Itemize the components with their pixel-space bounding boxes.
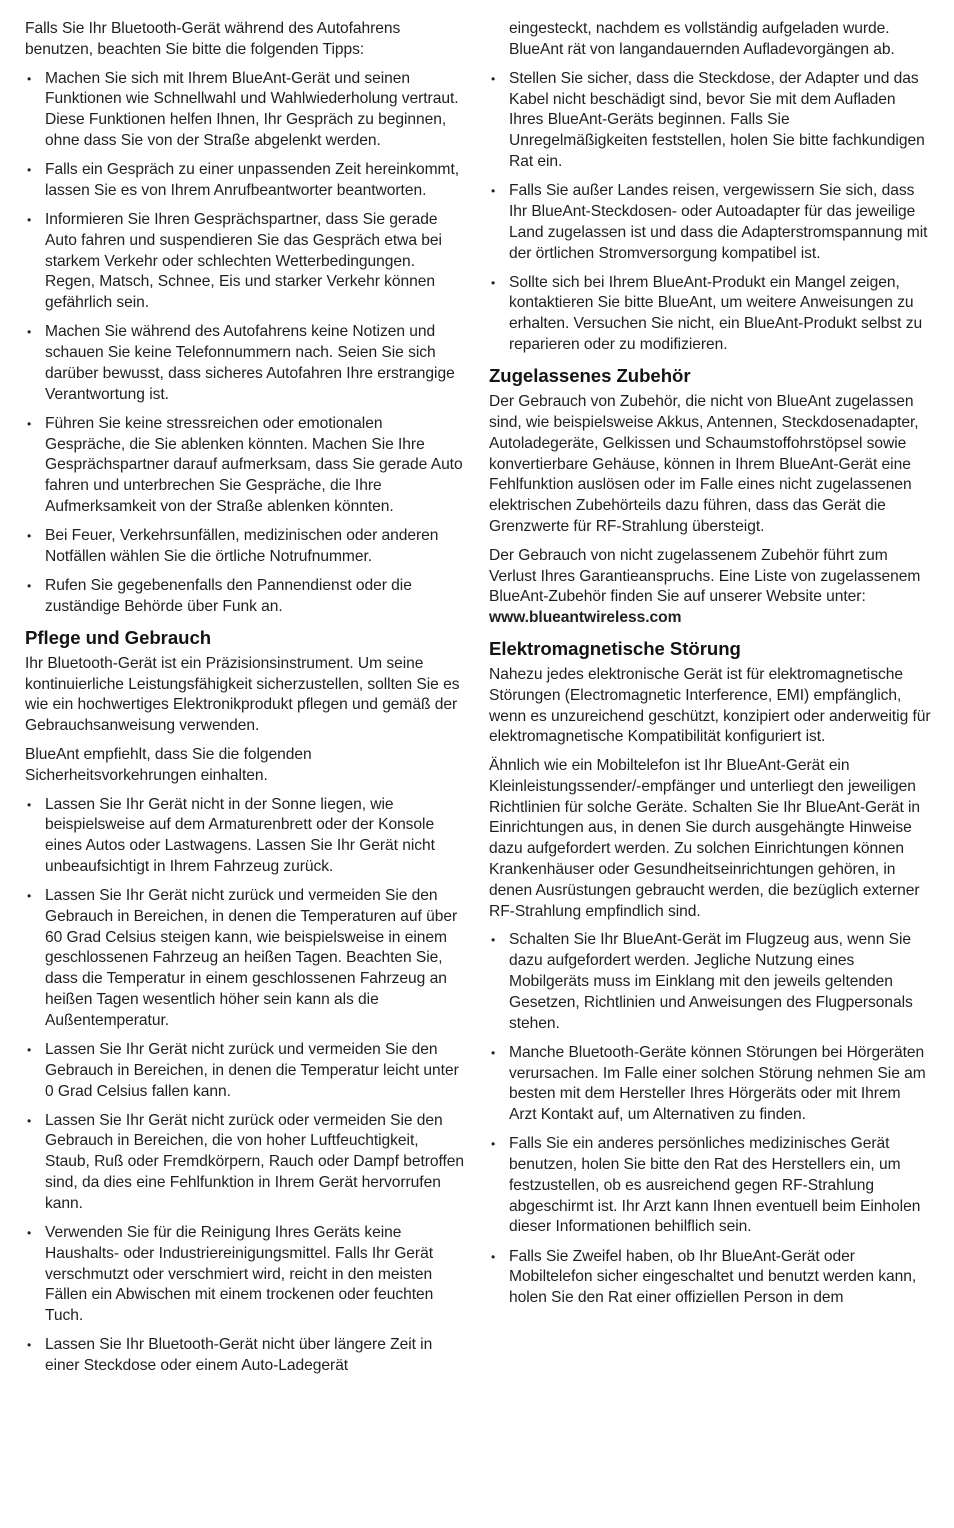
list-item: • Machen Sie während des Autofahrens keine Notizen und schauen Sie keine Telefonnummern nach. Seien Sie sich darüber bewusst, dass sicheres Autofahren Ihre erstrangige Verantwortung ist. xyxy=(25,322,465,405)
emi-paragraph-1: Nahezu jedes elektronische Gerät ist für elektromagnetische Störungen (Electromagnetic Interference, EMI) empfänglich, wenn es unzureichend geschützt, konzipiert oder anderweitig für elektromagnetische Kompatibilität konfiguriert ist. xyxy=(489,665,931,746)
list-item: • Schalten Sie Ihr BlueAnt-Gerät im Flugzeug aus, wenn Sie dazu aufgefordert werden. Jegliche Nutzung eines Mobilgeräts muss im Einklang mit den jeweils geltenden Gesetzen, Richtlinien und Anweisungen des Flugpersonals stehen. xyxy=(489,930,931,1034)
accessories-paragraph-2 xyxy=(489,546,931,629)
emi-paragraph-2: Ähnlich wie ein Mobiltelefon ist Ihr BlueAnt-Gerät ein Kleinleistungssender/-empfänger und unterliegt den jeweiligen Richtlinien für solche Geräte. Schalten Sie Ihr BlueAnt-Gerät in Einrichtungen aus, in denen Sie durch ausgehängte Hinweise dazu aufgefordert werden. Zu solchen Einrichtungen können Krankenhäuser oder Gesundheitseinrichtungen gehören, in denen Ausrüstungen gebraucht werden, die bezüglich externer RF-Strahlung empfindlich sind. xyxy=(489,757,921,920)
care-paragraph-1: Ihr Bluetooth-Gerät ist ein Präzisionsinstrument. Um seine kontinuierliche Leistungsfähigkeit sicherzustellen, sollten Sie es wie ein hochwertiges Elektronikprodukt pflegen und gemäß der Gebrauchsanweisung verwenden. xyxy=(25,654,460,735)
care-heading: Pflege und Gebrauch xyxy=(25,626,212,648)
list-item: • Falls Sie außer Landes reisen, vergewissern Sie sich, dass Ihr BlueAnt-Steckdosen- oder Autoadapter für das jeweilige Land zugelassen ist und dass die Adapterstromspannung mit der örtlichen Stromversorgung kompatibel ist. xyxy=(489,181,931,264)
emi-list xyxy=(489,930,931,1308)
list-item: • Lassen Sie Ihr Gerät nicht zurück und vermeiden Sie den Gebrauch in Bereichen, in denen die Temperaturen auf über 60 Grad Celsius steigen kann, wie beispielsweise in einem geschlossenen Fahrzeug an heißen Tagen. Beachten Sie, dass die Temperatur in einem geschlossenen Fahrzeug an heißen Tagen wesentlich höher sein kann als die Außentemperatur. xyxy=(25,886,465,1032)
list-item: • Sollte sich bei Ihrem BlueAnt-Produkt ein Mangel zeigen, kontaktieren Sie bitte BlueAnt, um weitere Anweisungen zu erhalten. Versuchen Sie nicht, ein BlueAnt-Produkt selbst zu reparieren oder zu modifizieren. xyxy=(489,273,931,356)
list-item: • Lassen Sie Ihr Gerät nicht in der Sonne liegen, wie beispielsweise auf dem Armaturenbrett oder der Konsole eines Autos oder Lastwagens. Lassen Sie Ihr Gerät nicht unbeaufsichtigt in Ihrem Fahrzeug zurück. xyxy=(25,795,465,878)
list-item: • Lassen Sie Ihr Gerät nicht zurück und vermeiden Sie den Gebrauch in Bereichen, in denen die Temperatur leicht unter 0 Grad Celsius fallen kann. xyxy=(25,1040,465,1102)
care-list-continued xyxy=(489,19,931,356)
list-item: • Lassen Sie Ihr Gerät nicht zurück oder vermeiden Sie den Gebrauch in Bereichen, die von hoher Luftfeuchtigkeit, Staub, Ruß oder Fremdkörpern, Rauch oder Dampf betroffen sind, da dies eine Fehlfunktion in Ihrem Gerät hervorrufen kann. xyxy=(25,1111,465,1215)
list-item: • Informieren Sie Ihren Gesprächspartner, dass Sie gerade Auto fahren und suspendieren Sie das Gespräch etwa bei starkem Verkehr oder schlechten Wetterbedingungen. Regen, Matsch, Schnee, Eis und starker Verkehr können gefährlich sein. xyxy=(25,210,465,314)
care-paragraph-2: BlueAnt empfiehlt, dass Sie die folgenden Sicherheitsvorkehrungen einhalten. xyxy=(25,745,312,784)
accessories-paragraph-2-text: Der Gebrauch von nicht zugelassenem Zubehör führt zum Verlust Ihres Garantieanspruchs. Eine Liste von zugelassenem BlueAnt-Zubehör finden Sie auf unserer Website unter: xyxy=(489,546,921,606)
list-item: • Falls Sie Zweifel haben, ob Ihr BlueAnt-Gerät oder Mobiltelefon sicher eingeschaltet und benutzt werden kann, holen Sie den Rat einer offiziellen Person in dem xyxy=(489,1247,931,1309)
driving-intro: Falls Sie Ihr Bluetooth-Gerät während des Autofahrens benutzen, beachten Sie bitte die folgenden Tipps: xyxy=(25,20,401,58)
list-item: • Falls Sie ein anderes persönliches medizinisches Gerät benutzen, holen Sie bitte den Rat des Herstellers ein, um festzustellen, ob es ausreichend gegen RF-Strahlung abgeschirmt ist. Ihr Arzt kann Ihnen eventuell beim Einholen dieser Informationen behilflich sein. xyxy=(489,1134,931,1238)
list-item: • Falls ein Gespräch zu einer unpassenden Zeit hereinkommt, lassen Sie es von Ihrem Anrufbeantworter beantworten. xyxy=(25,160,465,202)
website-link[interactable]: www.blueantwireless.com xyxy=(489,609,682,627)
accessories-paragraph-1: Der Gebrauch von Zubehör, die nicht von BlueAnt zugelassen sind, wie beispielsweise Akkus, Antennen, Steckdosenadapter, Autoladegeräte, Gelkissen und Schaumstoffohrstöpsel sowie konvertierbare Gehäuse, können in Ihrem BlueAnt-Gerät eine Fehlfunktion auslösen oder im Falle eines nicht zugelassenen elektrischen Zubehörteils dazu führen, dass das Gerät die Grenzwerte für RF-Strahlung übersteigt. xyxy=(489,393,919,535)
accessories-heading: Zugelassenes Zubehör xyxy=(489,365,691,387)
list-item: • Bei Feuer, Verkehrsunfällen, medizinischen oder anderen Notfällen wählen Sie die örtliche Notrufnummer. xyxy=(25,526,465,568)
list-item: • Machen Sie sich mit Ihrem BlueAnt-Gerät und seinen Funktionen wie Schnellwahl und Wahlwiederholung vertraut. Diese Funktionen helfen Ihnen, Ihr Gespräch zu beginnen, ohne dass Sie von der Straße abgelenkt werden. xyxy=(25,69,465,152)
list-item: • Manche Bluetooth-Geräte können Störungen bei Hörgeräten verursachen. Im Falle einer solchen Störung nehmen Sie am besten mit dem Hersteller Ihres Hörgeräts oder mit Ihrem Arzt Kontakt auf, um Alternativen zu finden. xyxy=(489,1043,931,1126)
list-item: • Verwenden Sie für die Reinigung Ihres Geräts keine Haushalts- oder Industriereinigungsmittel. Falls Ihr Gerät verschmutzt oder verschmiert wird, reicht in den meisten Fällen ein Abwischen mit einem trockenen oder feuchten Tuch. xyxy=(25,1223,465,1327)
emi-heading: Elektromagnetische Störung xyxy=(489,637,741,659)
right-column xyxy=(489,19,931,1317)
driving-tips-list xyxy=(25,69,465,618)
list-item: • Lassen Sie Ihr Bluetooth-Gerät nicht über längere Zeit in einer Steckdose oder einem Auto-Ladegerät xyxy=(25,1335,465,1377)
list-item-continuation: eingesteckt, nachdem es vollständig aufgeladen wurde. BlueAnt rät von langandauernden Aufladevorgängen ab. xyxy=(509,20,895,58)
list-item: • Stellen Sie sicher, dass die Steckdose, der Adapter und das Kabel nicht beschädigt sind, bevor Sie mit dem Aufladen Ihres BlueAnt-Geräts beginnen. Falls Sie Unregelmäßigkeiten feststellen, holen Sie bitte fachkundigen Rat ein. xyxy=(489,69,931,173)
left-column xyxy=(25,19,465,1385)
list-item: • Führen Sie keine stressreichen oder emotionalen Gespräche, die Sie ablenken könnten. Machen Sie Ihre Gesprächspartner darauf aufmerksam, dass Sie gerade Auto fahren und unterbrechen Sie Gespräche, die Ihre Aufmerksamkeit von der Straße ablenken könnten. xyxy=(25,414,465,518)
care-list xyxy=(25,795,465,1377)
list-item: • Rufen Sie gegebenenfalls den Pannendienst oder die zuständige Behörde über Funk an. xyxy=(25,576,465,618)
